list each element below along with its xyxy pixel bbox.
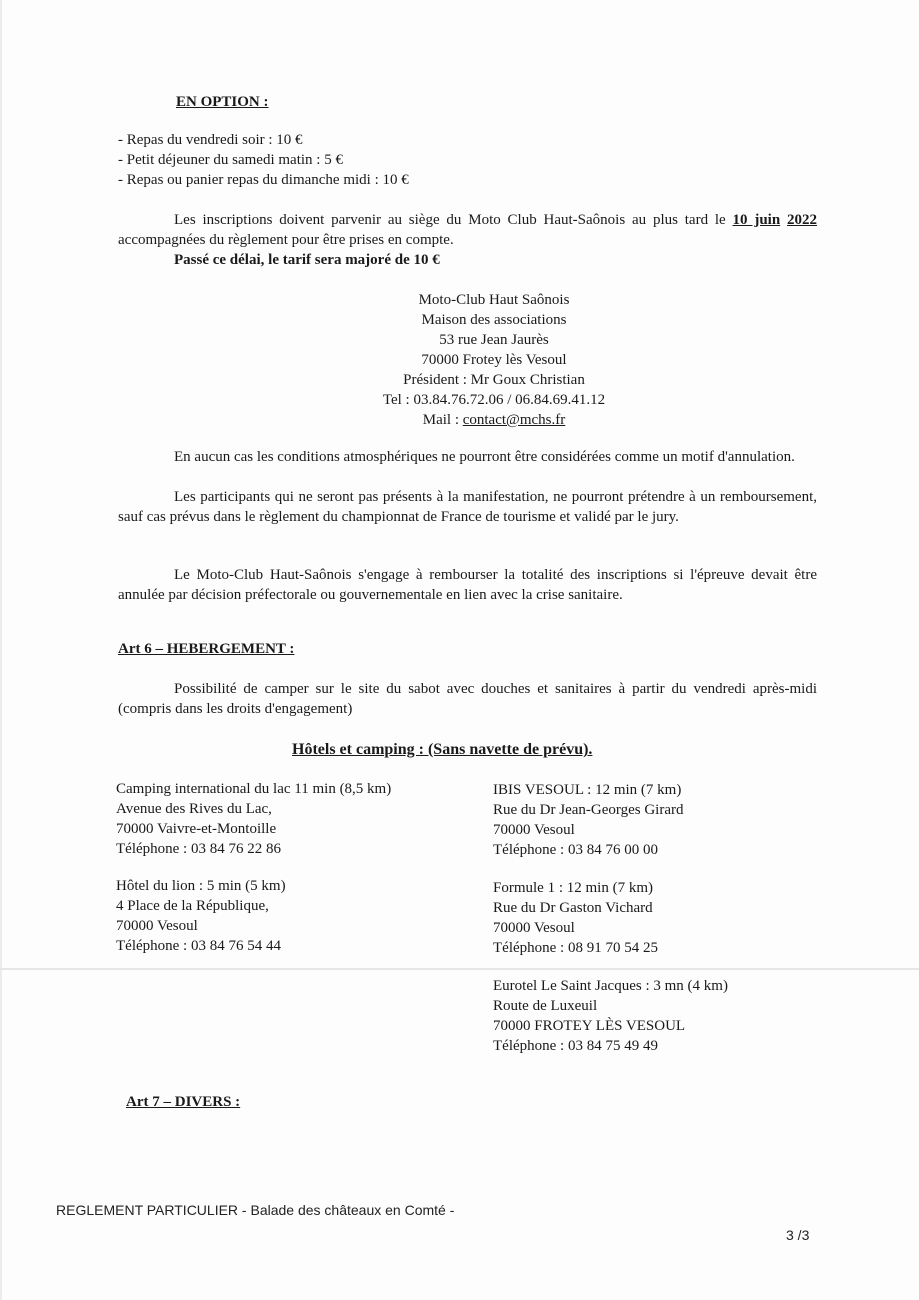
club-tel: Tel : 03.84.76.72.06 / 06.84.69.41.12 — [382, 392, 606, 408]
lodging-left-1 — [116, 779, 391, 859]
lodging-city: 70000 FROTEY LÈS VESOUL — [493, 1018, 686, 1034]
lodging-phone: Téléphone : 03 84 75 49 49 — [493, 1038, 658, 1054]
lodging-name: Camping international du lac 11 min (8,5 km) — [116, 781, 392, 797]
conditions-paragraph-1: En aucun cas les conditions atmosphériques ne pourront être considérées comme un motif d'annulation. — [174, 449, 795, 465]
lodging-city: 70000 Vesoul — [116, 918, 198, 934]
conditions-paragraph-2: Les participants qui ne seront pas présents à la manifestation, ne pourront prétendre à un remboursement, sauf cas prévus dans le règlement du championnat de France de tourisme et validé par le jury. — [118, 489, 817, 525]
registration-deadline-year: 2022 — [787, 212, 817, 228]
club-address — [294, 290, 694, 430]
lodging-right-2 — [493, 878, 658, 958]
footer-title: REGLEMENT PARTICULIER - Balade des châteaux en Comté - — [56, 1202, 455, 1218]
lodging-street: Route de Luxeuil — [493, 998, 598, 1014]
registration-paragraph — [118, 210, 817, 250]
lodging-phone: Téléphone : 03 84 76 22 86 — [116, 841, 281, 857]
art7-heading: Art 7 – DIVERS : — [126, 1094, 241, 1110]
footer-page-number: 3 /3 — [786, 1227, 810, 1243]
club-building: Maison des associations — [421, 312, 567, 328]
registration-deadline-day: 10 juin — [732, 212, 781, 228]
lodging-phone: Téléphone : 03 84 76 54 44 — [116, 938, 281, 954]
option-list — [118, 130, 409, 190]
lodging-name: IBIS VESOUL : 12 min (7 km) — [493, 782, 682, 798]
art6-heading: Art 6 – HEBERGEMENT : — [118, 641, 295, 657]
lodging-city: 70000 Vaivre-et-Montoille — [116, 821, 277, 837]
club-mail-link[interactable]: contact@mchs.fr — [462, 412, 566, 428]
lodging-name: Eurotel Le Saint Jacques : 3 mn (4 km) — [493, 978, 728, 994]
lodging-city: 70000 Vesoul — [493, 920, 575, 936]
hotels-heading: Hôtels et camping : (Sans navette de prévu). — [292, 741, 593, 758]
late-notice: Passé ce délai, le tarif sera majoré de 10 € — [174, 252, 440, 268]
registration-text-before: Les inscriptions doivent parvenir au siège du Moto Club Haut-Saônois au plus tard le — [174, 212, 733, 228]
scan-edge — [0, 0, 2, 1300]
lodging-left-2 — [116, 876, 286, 956]
art6-text: Possibilité de camper sur le site du sabot avec douches et sanitaires à partir du vendredi après-midi (compris dans les droits d'engagement) — [118, 681, 817, 717]
club-president: Président : Mr Goux Christian — [403, 372, 585, 388]
lodging-name: Formule 1 : 12 min (7 km) — [493, 880, 653, 896]
lodging-right-3 — [493, 976, 728, 1056]
club-mail-label: Mail : — [422, 412, 463, 428]
lodging-street: 4 Place de la République, — [116, 898, 269, 914]
club-street: 53 rue Jean Jaurès — [439, 332, 549, 348]
scan-artifact-line — [0, 968, 919, 970]
lodging-right-1 — [493, 780, 684, 860]
lodging-phone: Téléphone : 03 84 76 00 00 — [493, 842, 658, 858]
option-heading: EN OPTION : — [176, 94, 269, 110]
club-name: Moto-Club Haut Saônois — [418, 292, 570, 308]
registration-text-after: accompagnées du règlement pour être prises en compte. — [118, 232, 454, 248]
option-item: - Repas ou panier repas du dimanche midi : 10 € — [118, 172, 409, 188]
lodging-city: 70000 Vesoul — [493, 822, 575, 838]
club-city: 70000 Frotey lès Vesoul — [421, 352, 567, 368]
lodging-street: Rue du Dr Gaston Vichard — [493, 900, 653, 916]
lodging-street: Avenue des Rives du Lac, — [116, 801, 272, 817]
conditions-paragraph-3: Le Moto-Club Haut-Saônois s'engage à rembourser la totalité des inscriptions si l'épreuve devait être annulée par décision préfectorale ou gouvernementale en lien avec la crise sanitaire. — [118, 567, 817, 603]
option-item: - Repas du vendredi soir : 10 € — [118, 132, 303, 148]
lodging-street: Rue du Dr Jean-Georges Girard — [493, 802, 684, 818]
lodging-name: Hôtel du lion : 5 min (5 km) — [116, 878, 286, 894]
option-item: - Petit déjeuner du samedi matin : 5 € — [118, 152, 343, 168]
lodging-phone: Téléphone : 08 91 70 54 25 — [493, 940, 658, 956]
club-mail-line — [294, 410, 694, 430]
